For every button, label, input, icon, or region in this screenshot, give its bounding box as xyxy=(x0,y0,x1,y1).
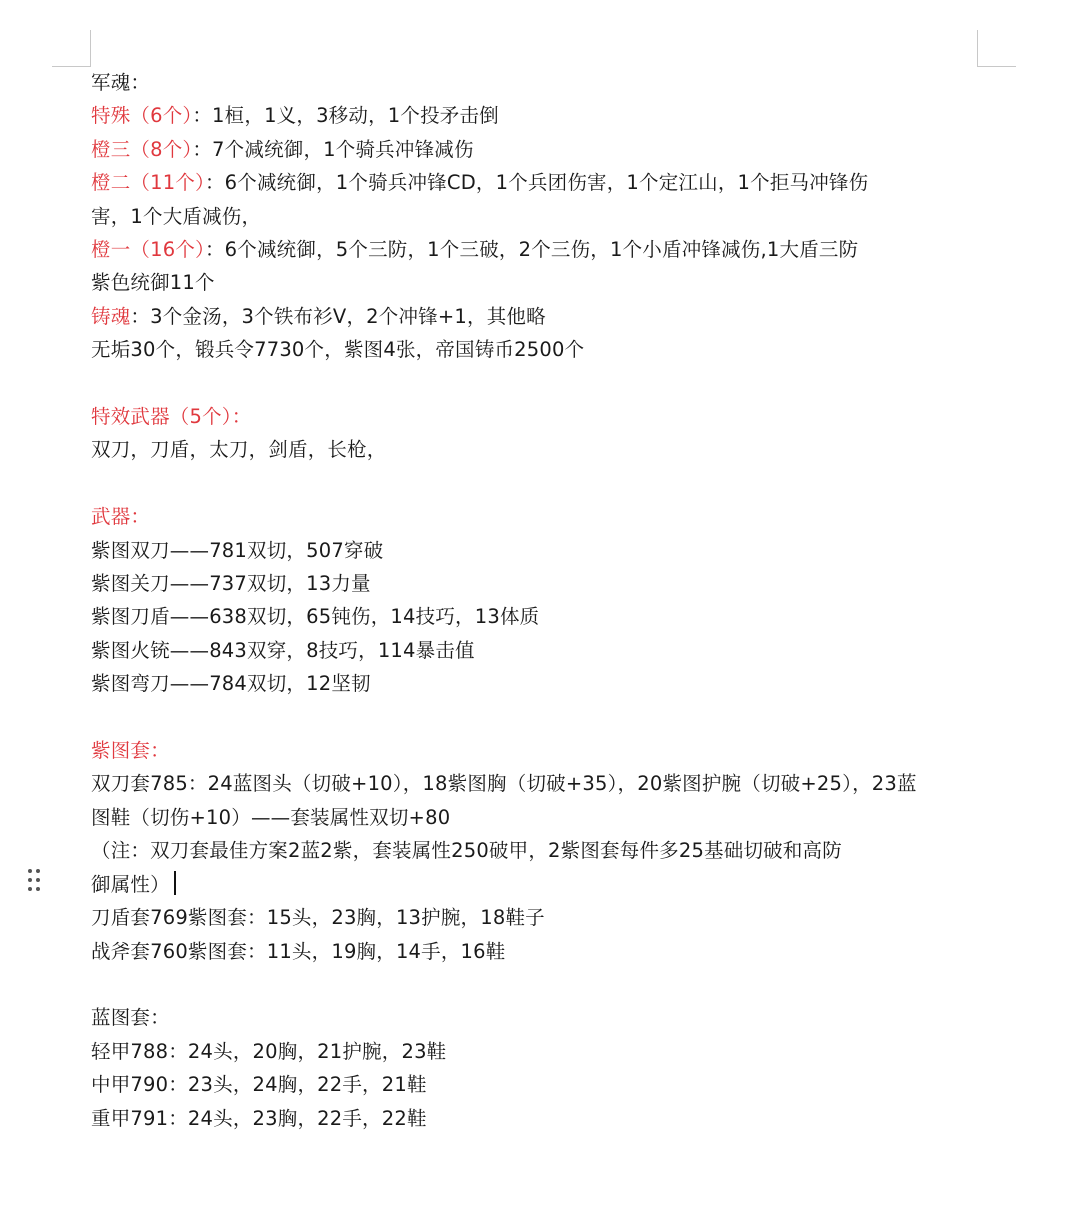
weapon-item: 紫图刀盾——638双切，65钝伤，14技巧，13体质 xyxy=(91,605,540,629)
special-weapons-heading: 特效武器（5个）： xyxy=(91,405,252,429)
cheng2-line-cont: 害，1个大盾减伤， xyxy=(91,204,262,228)
zhuhun-text: ：3个金汤，3个铁布衫V，2个冲锋+1，其他略 xyxy=(130,304,546,328)
resources-line: 无垢30个，锻兵令7730个，紫图4张，帝国铸币2500个 xyxy=(91,338,585,362)
purple-tongyu-line: 紫色统御11个 xyxy=(91,271,215,295)
zhuhun-line xyxy=(91,300,991,333)
blue-sets-heading: 蓝图套： xyxy=(91,1006,170,1030)
cheng3-line xyxy=(91,133,991,166)
note-line-2: 御属性） xyxy=(91,872,170,896)
cheng1-label: 橙一（16个） xyxy=(91,238,205,262)
blue-set-item: 中甲790：23头，24胸，22手，21鞋 xyxy=(91,1073,427,1097)
special-weapons-list: 双刀，刀盾，太刀，剑盾，长枪， xyxy=(91,438,387,462)
purple-set-item: 刀盾套769紫图套：15头，23胸，13护腕，18鞋子 xyxy=(91,906,545,930)
weapon-item: 紫图弯刀——784双切，12坚韧 xyxy=(91,672,371,696)
cheng1-text: ：6个减统御，5个三防，1个三破，2个三伤，1个小盾冲锋减伤,1大盾三防 xyxy=(204,238,859,262)
blank-line xyxy=(91,367,991,400)
text-cursor xyxy=(174,871,176,895)
blue-set-item: 重甲791：24头，23胸，22手，22鞋 xyxy=(91,1106,427,1130)
weapon-item: 紫图火铳——843双穿，8技巧，114暴击值 xyxy=(91,638,475,662)
teshu-line xyxy=(91,99,991,132)
document-page[interactable] xyxy=(91,66,991,1135)
teshu-text: ：1桓，1义，3移动，1个投矛击倒 xyxy=(192,104,499,128)
weapons-heading: 武器： xyxy=(91,505,151,529)
note-line-1: （注：双刀套最佳方案2蓝2紫，套装属性250破甲，2紫图套每件多25基础切破和高防 xyxy=(91,839,842,863)
cheng3-label: 橙三（8个） xyxy=(91,137,193,161)
blank-line xyxy=(91,968,991,1001)
page-corner-mark-top-left xyxy=(52,30,91,67)
cheng2-text: ：6个减统御，1个骑兵冲锋CD，1个兵团伤害，1个定江山，1个拒马冲锋伤 xyxy=(204,171,869,195)
weapon-item: 紫图双刀——781双切，507穿破 xyxy=(91,538,384,562)
cheng2-line xyxy=(91,166,991,199)
blue-set-item: 轻甲788：24头，20胸，21护腕，23鞋 xyxy=(91,1039,447,1063)
note-line-2-with-cursor[interactable] xyxy=(91,868,991,901)
blank-line xyxy=(91,467,991,500)
cheng3-text: ：7个减统御，1个骑兵冲锋减伤 xyxy=(192,137,474,161)
dual-blade-set-line-1: 双刀套785：24蓝图头（切破+10），18紫图胸（切破+35），20紫图护腕（切破+25），23蓝 xyxy=(91,772,917,796)
blank-line xyxy=(91,701,991,734)
zhuhun-label: 铸魂 xyxy=(91,304,131,328)
paragraph-drag-handle-icon[interactable] xyxy=(28,869,42,895)
dual-blade-set-line-2: 图鞋（切伤+10）——套装属性双切+80 xyxy=(91,805,451,829)
teshu-label: 特殊（6个） xyxy=(91,104,193,128)
junhun-heading: 军魂： xyxy=(91,71,151,94)
cheng2-label: 橙二（11个） xyxy=(91,171,205,195)
page-corner-mark-top-right xyxy=(977,30,1016,67)
cheng1-line xyxy=(91,233,991,266)
purple-sets-heading: 紫图套： xyxy=(91,739,170,763)
purple-set-item: 战斧套760紫图套：11头，19胸，14手，16鞋 xyxy=(91,939,506,963)
weapon-item: 紫图关刀——737双切，13力量 xyxy=(91,572,371,596)
